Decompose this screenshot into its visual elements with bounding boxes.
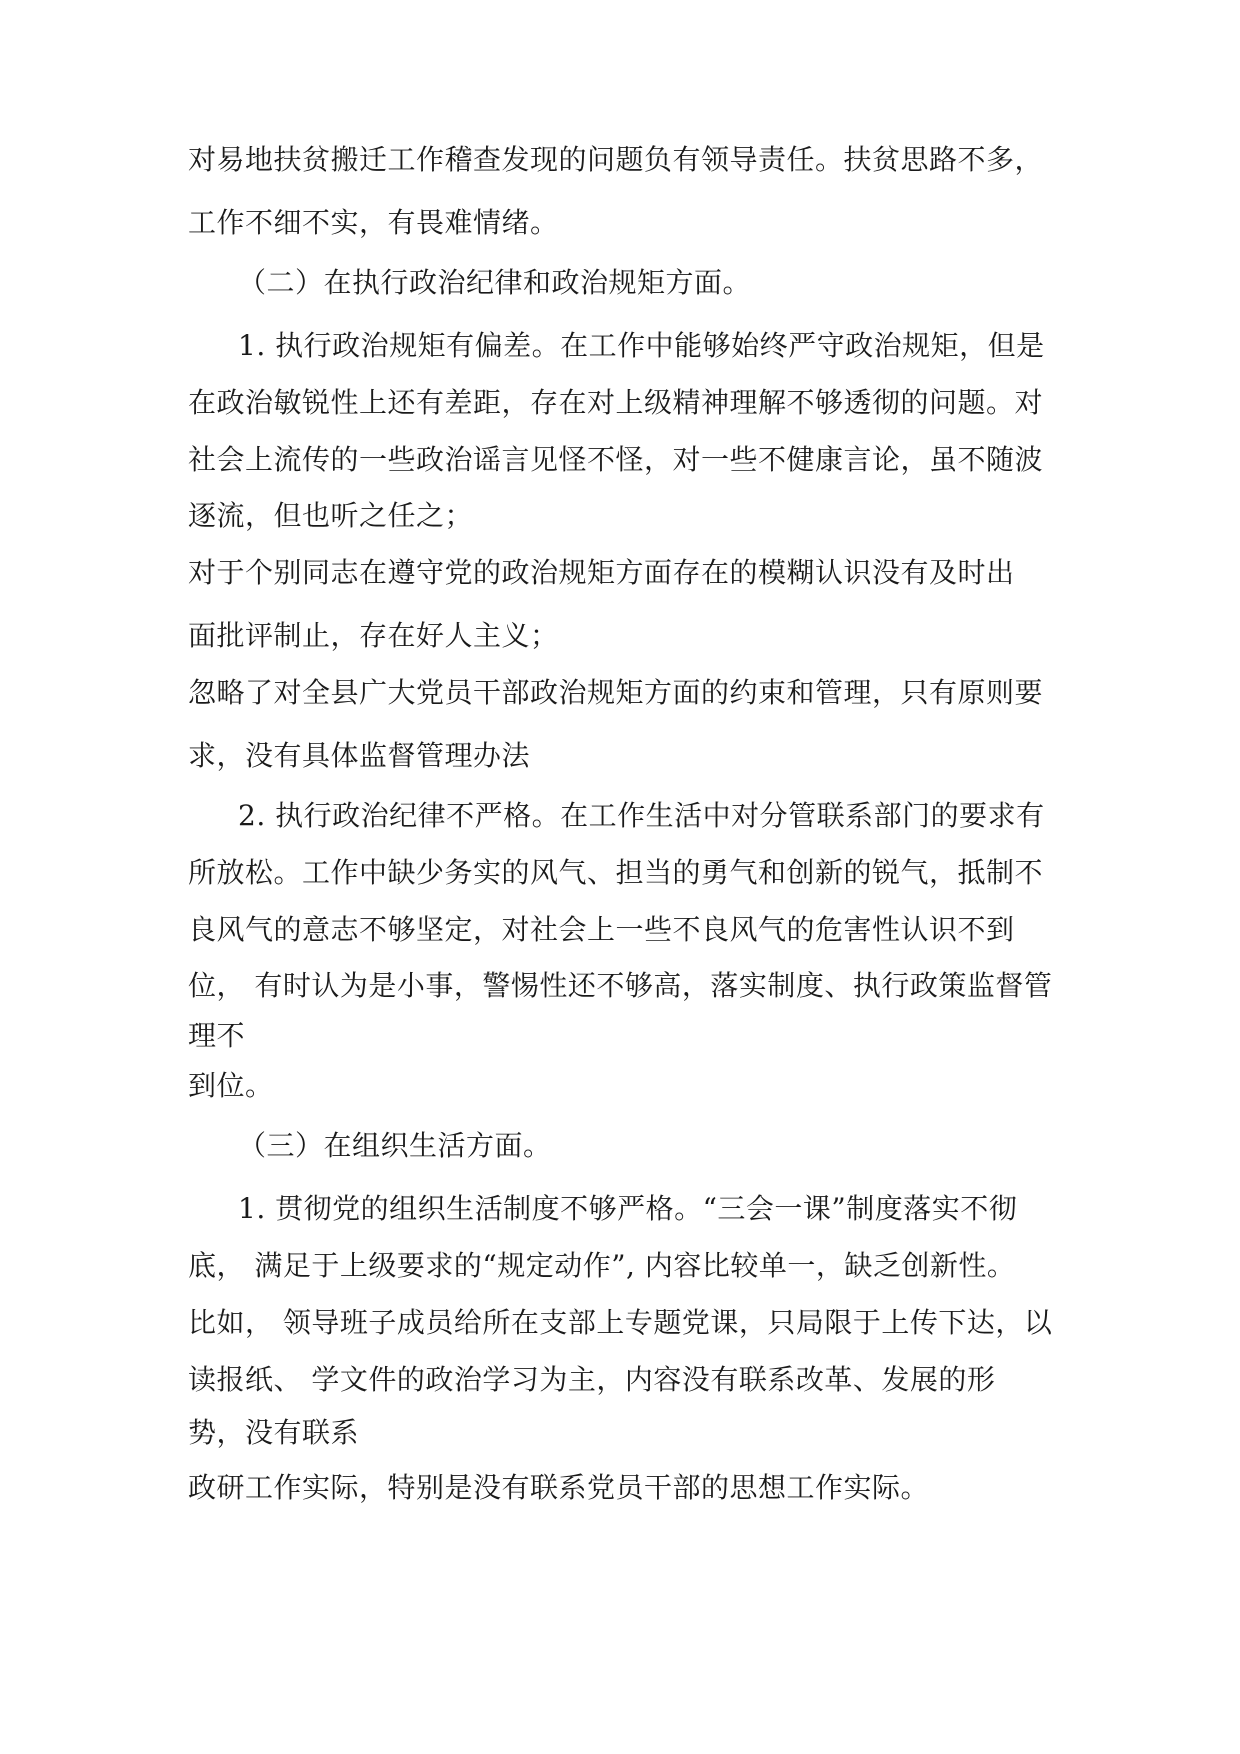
text-line: 对于个别同志在遵守党的政治规矩方面存在的模糊认识没有及时出 (188, 556, 1015, 589)
text-line: 位， 有时认为是小事，警惕性还不够高，落实制度、执行政策监督管 (188, 969, 1053, 1002)
text-line: 1. 执行政治规矩有偏差。在工作中能够始终严守政治规矩，但是 (238, 329, 1045, 362)
text-line: 求，没有具体监督管理办法 (188, 739, 531, 772)
text-line: 到位。 (188, 1069, 274, 1102)
text-line: 忽略了对全县广大党员干部政治规矩方面的约束和管理，只有原则要 (188, 676, 1044, 709)
text-line: 理不 (188, 1019, 246, 1052)
text-line: 逐流，但也听之任之； (188, 499, 474, 532)
text-line: 社会上流传的一些政治谣言见怪不怪，对一些不健康言论，虽不随波 (188, 443, 1044, 476)
text-line: 1. 贯彻党的组织生活制度不够严格。“三会一课”制度落实不彻 (238, 1192, 1018, 1225)
section-heading: （二）在执行政治纪律和政治规矩方面。 (238, 266, 752, 299)
text-line: 比如， 领导班子成员给所在支部上专题党课，只局限于上传下达，以 (188, 1306, 1053, 1339)
text-line: 势，没有联系 (188, 1416, 360, 1449)
text-line: 工作不细不实，有畏难情绪。 (188, 206, 559, 239)
text-line: 政研工作实际，特别是没有联系党员干部的思想工作实际。 (188, 1471, 930, 1504)
text-line: 2. 执行政治纪律不严格。在工作生活中对分管联系部门的要求有 (238, 799, 1045, 832)
text-line: 面批评制止，存在好人主义； (188, 619, 559, 652)
text-line: 所放松。工作中缺少务实的风气、担当的勇气和创新的锐气，抵制不 (188, 856, 1044, 889)
text-line: 良风气的意志不够坚定，对社会上一些不良风气的危害性认识不到 (188, 913, 1015, 946)
text-line: 对易地扶贫搬迁工作稽查发现的问题负有领导责任。扶贫思路不多， (188, 143, 1044, 176)
section-heading: （三）在组织生活方面。 (238, 1129, 552, 1162)
text-line: 在政治敏锐性上还有差距，存在对上级精神理解不够透彻的问题。对 (188, 386, 1044, 419)
text-line: 读报纸、 学文件的政治学习为主，内容没有联系改革、发展的形 (188, 1363, 996, 1396)
text-line: 底， 满足于上级要求的“规定动作”, 内容比较单一，缺乏创新性。 (188, 1249, 1016, 1282)
